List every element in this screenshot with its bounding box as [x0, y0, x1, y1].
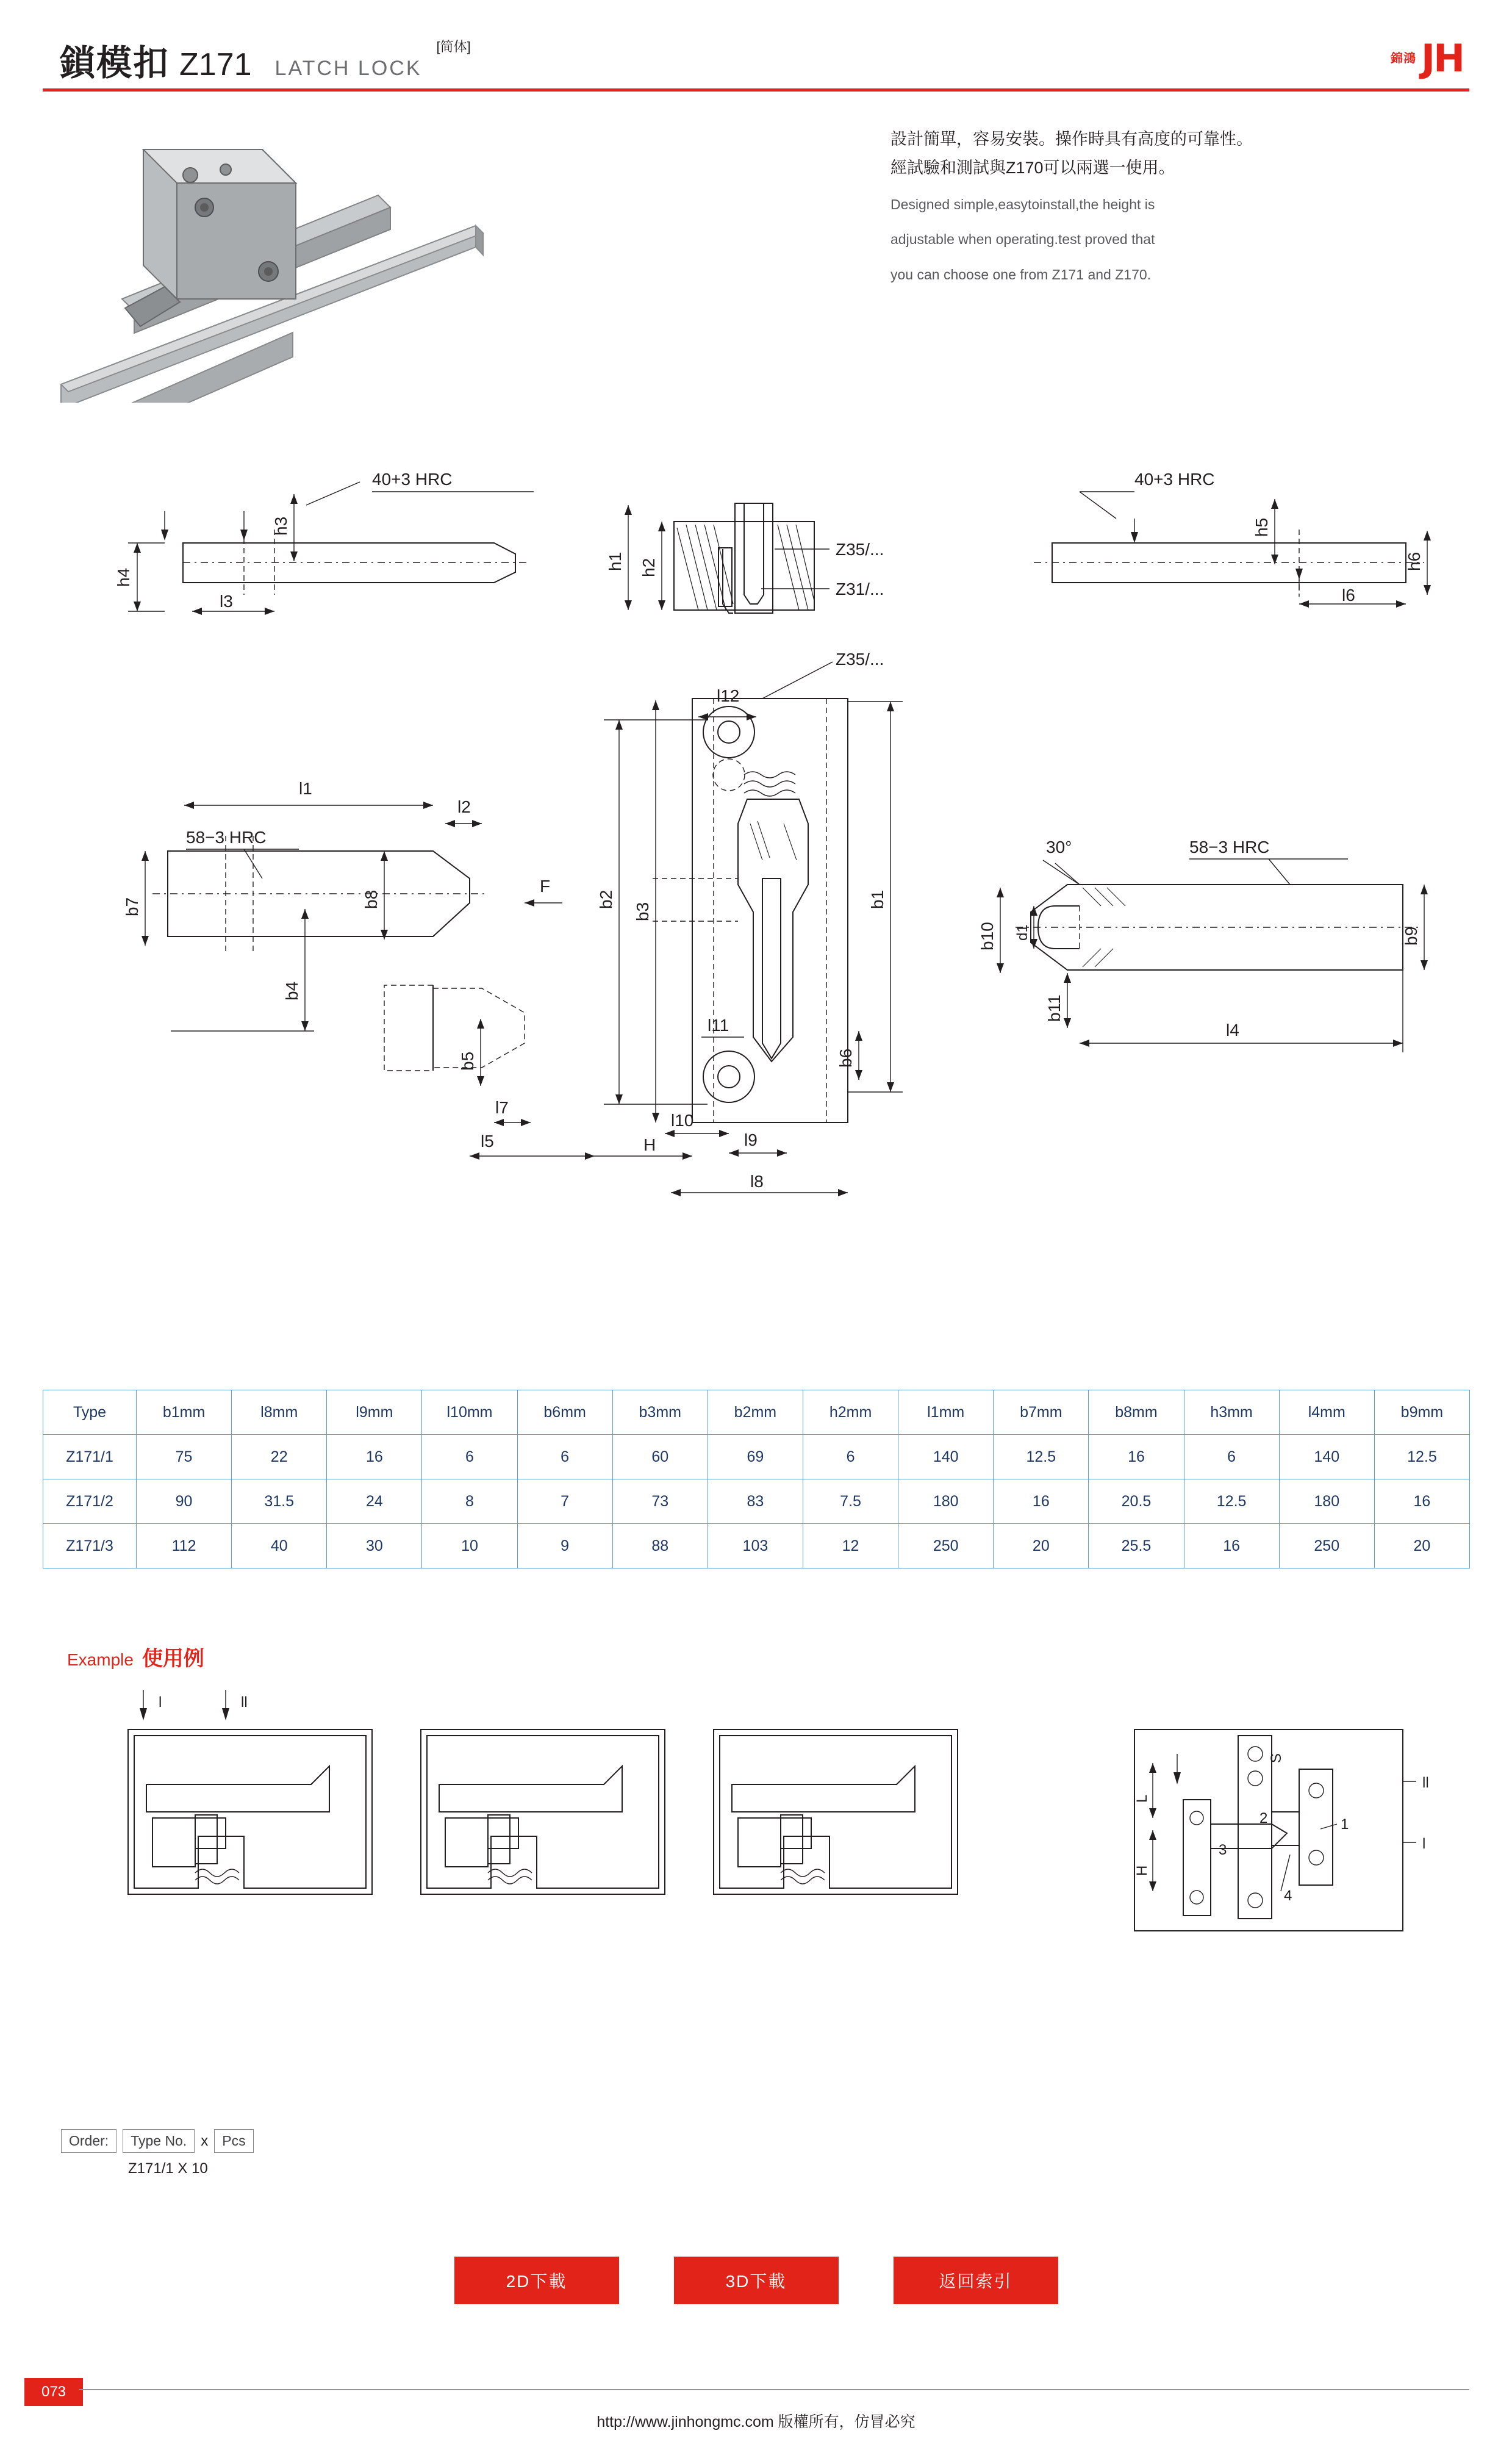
svg-text:30°: 30°	[1046, 838, 1072, 857]
table-header-cell: l1mm	[898, 1390, 994, 1435]
svg-text:b11: b11	[1045, 994, 1064, 1022]
table-cell: Z171/3	[43, 1524, 137, 1568]
table-cell: 250	[1279, 1524, 1374, 1568]
order-example-value: Z171/1 X 10	[128, 2160, 208, 2177]
svg-text:b6: b6	[836, 1048, 855, 1068]
table-header-row	[43, 1390, 1470, 1435]
footer-divider	[79, 2389, 1469, 2390]
title-english: LATCH LOCK	[274, 57, 422, 80]
table-cell: 73	[612, 1479, 708, 1524]
svg-text:l10: l10	[671, 1111, 694, 1130]
download-3d-button[interactable]: 3D下載	[674, 2257, 839, 2304]
table-cell: 60	[612, 1435, 708, 1479]
svg-text:58−3 HRC: 58−3 HRC	[186, 828, 267, 847]
svg-text:b10: b10	[978, 922, 997, 950]
svg-text:b3: b3	[633, 902, 652, 921]
table-header-cell: b3mm	[612, 1390, 708, 1435]
svg-text:H: H	[643, 1135, 656, 1154]
svg-text:l2: l2	[457, 797, 471, 816]
svg-text:l12: l12	[717, 686, 740, 705]
download-2d-button[interactable]: 2D下載	[454, 2257, 619, 2304]
table-header-cell: Type	[43, 1390, 137, 1435]
table-cell: 20.5	[1089, 1479, 1184, 1524]
intro-section	[43, 92, 1469, 482]
svg-text:d1: d1	[1014, 924, 1031, 941]
drawing-center-top-labels	[698, 650, 884, 720]
svg-text:l4: l4	[1226, 1021, 1239, 1040]
example-figure-1	[128, 1690, 372, 1894]
example-figure-2	[421, 1730, 665, 1894]
order-section	[43, 2129, 1469, 2177]
table-header-cell: l8mm	[232, 1390, 327, 1435]
svg-text:b1: b1	[868, 889, 887, 909]
table-cell: 7.5	[803, 1479, 898, 1524]
table-cell: 7	[517, 1479, 612, 1524]
title-code: Z171	[179, 47, 252, 82]
title-script-note: [简体]	[436, 39, 471, 54]
svg-text:S: S	[1268, 1753, 1284, 1763]
table-cell: 16	[327, 1435, 422, 1479]
svg-text:H: H	[1134, 1865, 1150, 1876]
table-cell: 12.5	[1374, 1435, 1469, 1479]
table-cell: 12	[803, 1524, 898, 1568]
table-cell: 30	[327, 1524, 422, 1568]
drawing-top-right	[1034, 470, 1431, 608]
svg-text:40+3 HRC: 40+3 HRC	[1134, 470, 1215, 489]
svg-text:ll: ll	[1422, 1775, 1429, 1791]
svg-text:l8: l8	[750, 1172, 764, 1191]
table-cell: 16	[1374, 1479, 1469, 1524]
page-title	[43, 34, 471, 85]
table-cell: 140	[898, 1435, 994, 1479]
order-pcs-field[interactable]: Pcs	[214, 2129, 253, 2153]
product-photo	[49, 116, 500, 403]
table-header-cell: h3mm	[1184, 1390, 1279, 1435]
svg-text:b2: b2	[597, 889, 615, 909]
table-cell: 10	[422, 1524, 517, 1568]
table-cell: 250	[898, 1524, 994, 1568]
svg-text:b9: b9	[1402, 926, 1421, 946]
brand-logo	[1391, 36, 1469, 85]
table-cell: 16	[1184, 1524, 1279, 1568]
table-header-cell: l4mm	[1279, 1390, 1374, 1435]
table-cell: 22	[232, 1435, 327, 1479]
table-cell: 25.5	[1089, 1524, 1184, 1568]
svg-text:l9: l9	[744, 1130, 758, 1149]
order-multiplier: x	[201, 2132, 209, 2149]
svg-text:h3: h3	[271, 516, 290, 536]
description-cn-line-1: 設計簡單，容易安裝。操作時具有高度的可靠性。	[890, 130, 1253, 148]
order-label: Order:	[61, 2129, 116, 2153]
description-en-line-1: Designed simple,easytoinstall,the height is	[890, 196, 1155, 212]
table-cell: Z171/2	[43, 1479, 137, 1524]
technical-drawing	[43, 458, 1469, 1385]
table-cell: 9	[517, 1524, 612, 1568]
drawing-center-main	[595, 699, 903, 1196]
table-header-cell: b1mm	[137, 1390, 232, 1435]
table-header-cell: b6mm	[517, 1390, 612, 1435]
svg-text:l7: l7	[495, 1098, 509, 1117]
example-label-en: Example	[67, 1650, 134, 1669]
svg-text:b5: b5	[458, 1051, 477, 1071]
table-cell: 112	[137, 1524, 232, 1568]
table-cell: 69	[708, 1435, 803, 1479]
specification-table	[43, 1390, 1470, 1568]
table-header-cell: h2mm	[803, 1390, 898, 1435]
table-cell: 20	[994, 1524, 1089, 1568]
table-cell: 24	[327, 1479, 422, 1524]
order-type-no-field[interactable]: Type No.	[123, 2129, 195, 2153]
table-cell: 16	[1089, 1435, 1184, 1479]
svg-text:b8: b8	[362, 889, 381, 909]
page-header	[43, 0, 1469, 92]
table-cell: 8	[422, 1479, 517, 1524]
title-chinese: 鎖模扣	[60, 43, 170, 83]
svg-text:h5: h5	[1252, 517, 1271, 537]
svg-text:l: l	[159, 1694, 162, 1711]
svg-text:58−3 HRC: 58−3 HRC	[1189, 838, 1270, 857]
description-en-line-3: you can choose one from Z171 and Z170.	[890, 266, 1152, 282]
svg-text:Z35/...: Z35/...	[836, 650, 884, 669]
svg-text:l3: l3	[220, 592, 233, 611]
action-buttons	[43, 2257, 1469, 2304]
logo-mark: JH	[1421, 36, 1463, 81]
table-row	[43, 1479, 1470, 1524]
table-cell: 6	[422, 1435, 517, 1479]
svg-text:F: F	[540, 877, 551, 896]
table-cell: Z171/1	[43, 1435, 137, 1479]
description-cn-line-2: 經試驗和測試與Z170可以兩選一使用。	[890, 159, 1175, 178]
svg-text:l5: l5	[481, 1132, 494, 1151]
table-row	[43, 1524, 1470, 1568]
svg-text:h6: h6	[1405, 551, 1424, 571]
svg-text:Z31/...: Z31/...	[836, 580, 884, 598]
table-cell: 6	[517, 1435, 612, 1479]
drawing-top-left	[114, 470, 534, 615]
svg-text:h1: h1	[606, 551, 625, 571]
back-to-index-button[interactable]: 返回索引	[894, 2257, 1058, 2304]
table-cell: 180	[1279, 1479, 1374, 1524]
svg-text:l1: l1	[299, 779, 312, 798]
drawing-top-middle	[606, 503, 884, 613]
table-cell: 6	[803, 1435, 898, 1479]
order-row	[61, 2129, 1469, 2153]
table-cell: 83	[708, 1479, 803, 1524]
svg-text:l: l	[1422, 1836, 1426, 1852]
svg-text:l6: l6	[1342, 586, 1355, 605]
table-cell: 103	[708, 1524, 803, 1568]
footer-copyright: http://www.jinhongmc.com 版權所有，仿冒必究	[597, 2413, 915, 2430]
example-figure-4	[1134, 1730, 1429, 1931]
svg-text:3: 3	[1219, 1842, 1227, 1858]
example-heading	[43, 1642, 1469, 1672]
svg-text:2: 2	[1259, 1810, 1268, 1827]
example-label-cn: 使用例	[142, 1647, 204, 1670]
table-cell: 31.5	[232, 1479, 327, 1524]
table-cell: 40	[232, 1524, 327, 1568]
table-header-cell: b9mm	[1374, 1390, 1469, 1435]
table-cell: 180	[898, 1479, 994, 1524]
svg-text:Z35/...: Z35/...	[836, 540, 884, 559]
table-cell: 88	[612, 1524, 708, 1568]
svg-text:b7: b7	[123, 897, 142, 916]
table-header-cell: l10mm	[422, 1390, 517, 1435]
table-header-cell: b8mm	[1089, 1390, 1184, 1435]
table-header-cell: b2mm	[708, 1390, 803, 1435]
svg-text:h2: h2	[639, 558, 658, 577]
svg-text:L: L	[1134, 1794, 1150, 1803]
table-cell: 90	[137, 1479, 232, 1524]
table-cell: 75	[137, 1435, 232, 1479]
table-cell: 16	[994, 1479, 1089, 1524]
page-number: 073	[24, 2378, 83, 2406]
example-illustrations	[43, 1672, 1469, 2123]
page-footer	[0, 2378, 1512, 2430]
table-row	[43, 1435, 1470, 1479]
svg-text:ll: ll	[241, 1694, 248, 1711]
svg-text:1: 1	[1341, 1816, 1349, 1833]
drawing-right-middle	[978, 838, 1428, 1052]
svg-text:40+3 HRC: 40+3 HRC	[372, 470, 453, 489]
product-description	[890, 125, 1439, 289]
svg-text:h4: h4	[114, 567, 133, 587]
table-header-cell: b7mm	[994, 1390, 1089, 1435]
svg-text:4: 4	[1284, 1888, 1292, 1904]
table-header-cell: l9mm	[327, 1390, 422, 1435]
table-cell: 12.5	[994, 1435, 1089, 1479]
table-cell: 20	[1374, 1524, 1469, 1568]
example-figure-3	[714, 1730, 958, 1894]
table-cell: 12.5	[1184, 1479, 1279, 1524]
logo-chinese: 錦鴻	[1391, 51, 1417, 65]
drawing-left-middle	[123, 779, 595, 1160]
svg-text:l11: l11	[708, 1016, 729, 1035]
svg-text:b4: b4	[282, 981, 301, 1000]
table-cell: 6	[1184, 1435, 1279, 1479]
description-en-line-2: adjustable when operating.test proved that	[890, 231, 1155, 248]
table-cell: 140	[1279, 1435, 1374, 1479]
